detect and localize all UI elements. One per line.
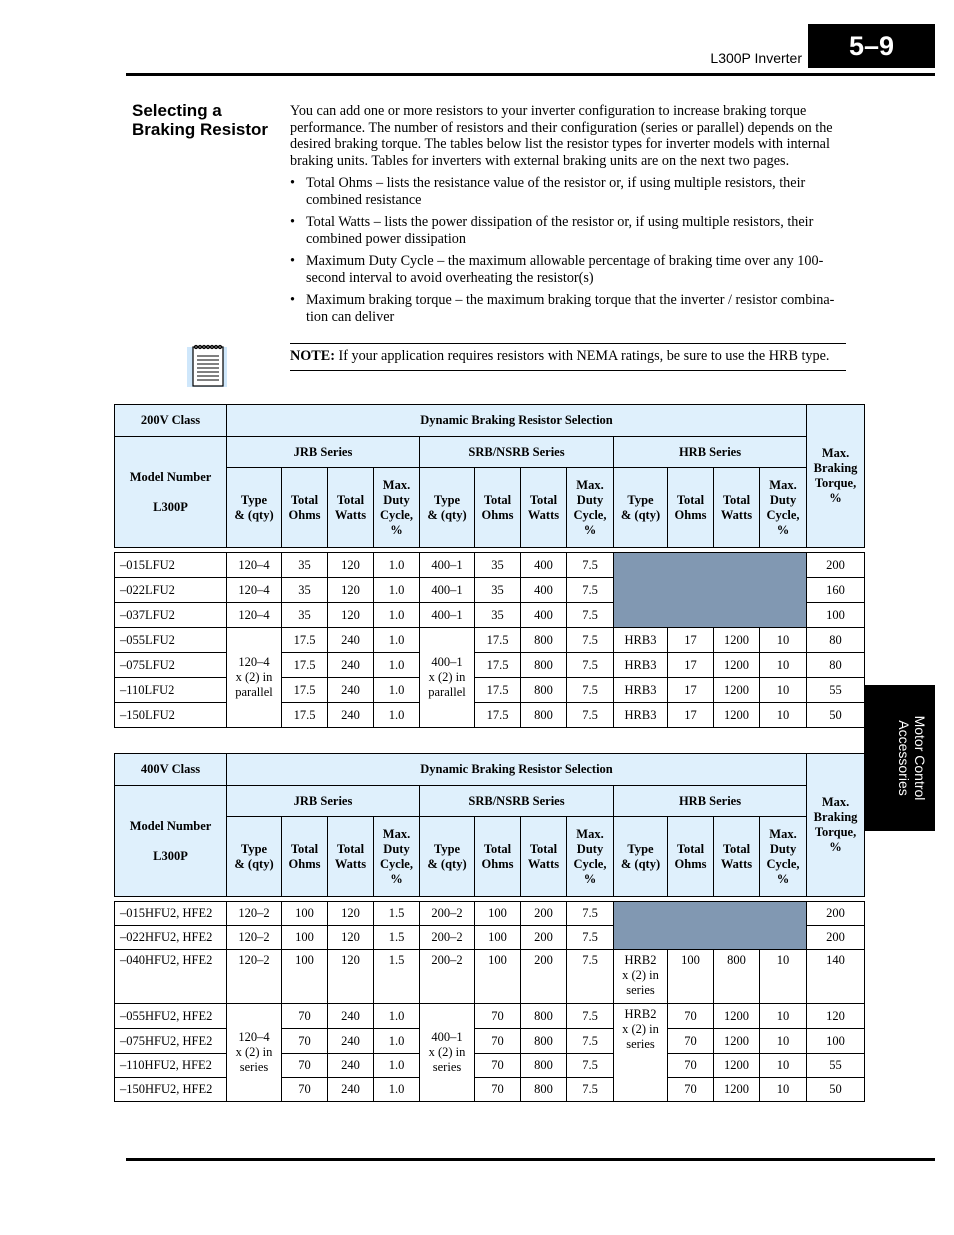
section-heading-line-1: Selecting a — [132, 101, 222, 120]
cell: 800 — [714, 950, 760, 1004]
cell: 1200 — [714, 703, 760, 728]
cell: 7.5 — [567, 926, 614, 950]
cell: 1.0 — [374, 678, 420, 703]
model-cell: –150HFU2, HFE2 — [115, 1078, 227, 1102]
cell: 70 — [475, 1004, 521, 1029]
type-qty-header: Type & (qty) — [227, 817, 282, 897]
cell: 10 — [760, 653, 807, 678]
cell: HRB3 — [614, 703, 668, 728]
model-cell: –150LFU2 — [115, 703, 227, 728]
model-cell: –015LFU2 — [115, 553, 227, 578]
cell: 400 — [521, 553, 567, 578]
cell: 800 — [521, 1029, 567, 1054]
cell: 17 — [668, 628, 714, 653]
cell: 240 — [328, 1078, 374, 1102]
class-label: 200V Class — [115, 405, 227, 437]
definition-list — [290, 175, 850, 325]
cell: 1.0 — [374, 1078, 420, 1102]
cell: 7.5 — [567, 653, 614, 678]
max-duty-cycle-header: Max. Duty Cycle, % — [760, 817, 807, 897]
cell: 1200 — [714, 1078, 760, 1102]
chapter-side-tab — [864, 685, 935, 831]
cell: 200 — [521, 902, 567, 926]
cell: 1.5 — [374, 950, 420, 1004]
total-watts-header: Total Watts — [328, 468, 374, 548]
cell: 120–2 — [227, 902, 282, 926]
cell: 17.5 — [282, 678, 328, 703]
cell: 17.5 — [475, 678, 521, 703]
hrb-type-cell: HRB2 x (2) in series — [614, 950, 668, 1004]
cell: 1.0 — [374, 653, 420, 678]
bullet-total-watts: • Total Watts – lists the power dissipation of the resistor or, if using multiple resistors, their combined power dissipation — [290, 214, 850, 247]
model-cell: –055LFU2 — [115, 628, 227, 653]
cell: 50 — [807, 703, 865, 728]
cell: 80 — [807, 653, 865, 678]
table-200v-class — [114, 404, 865, 728]
bullet-max-duty-cycle: • Maximum Duty Cycle – the maximum allowable percentage of braking time over any 100-second interval to avoid overheating the resistor(s) — [290, 253, 850, 286]
cell: 17.5 — [475, 703, 521, 728]
model-cell: –022HFU2, HFE2 — [115, 926, 227, 950]
model-number-header: Model Number L300P — [115, 786, 227, 897]
cell: 400–1 — [420, 553, 475, 578]
section-heading — [132, 101, 282, 139]
page-number: 5–9 — [808, 24, 935, 68]
hrb-series-header: HRB Series — [614, 437, 807, 468]
cell: 1.0 — [374, 703, 420, 728]
cell: 70 — [475, 1078, 521, 1102]
cell: 35 — [475, 553, 521, 578]
cell: 100 — [807, 1029, 865, 1054]
header-rule — [126, 73, 935, 76]
cell: 70 — [282, 1029, 328, 1054]
cell: 240 — [328, 1054, 374, 1078]
table-row — [115, 553, 865, 578]
cell: 120 — [328, 603, 374, 628]
cell: 400 — [521, 578, 567, 603]
cell: 1200 — [714, 653, 760, 678]
note-box — [290, 343, 846, 371]
cell: 1.0 — [374, 1054, 420, 1078]
table-400v-class — [114, 753, 865, 1102]
cell: 10 — [760, 628, 807, 653]
model-cell: –015HFU2, HFE2 — [115, 902, 227, 926]
cell: 120 — [328, 926, 374, 950]
max-braking-torque-header: Max. Braking Torque, % — [807, 405, 865, 548]
cell: 55 — [807, 1054, 865, 1078]
cell: 35 — [475, 578, 521, 603]
cell: 400–1 — [420, 578, 475, 603]
cell: 1.5 — [374, 926, 420, 950]
cell: 1.5 — [374, 902, 420, 926]
cell: 800 — [521, 678, 567, 703]
cell: 70 — [668, 1004, 714, 1029]
cell: 240 — [328, 1029, 374, 1054]
cell: 100 — [475, 950, 521, 1004]
cell: 17 — [668, 703, 714, 728]
cell: 240 — [328, 703, 374, 728]
cell: HRB3 — [614, 678, 668, 703]
class-label: 400V Class — [115, 754, 227, 786]
cell: 7.5 — [567, 703, 614, 728]
cell: 70 — [282, 1078, 328, 1102]
cell: 17.5 — [282, 703, 328, 728]
cell: 800 — [521, 653, 567, 678]
section-heading-line-2: Braking Resistor — [132, 120, 269, 139]
hrb-group-cell: HRB2 x (2) in series — [614, 1004, 668, 1102]
cell: 1.0 — [374, 603, 420, 628]
table-row — [115, 902, 865, 926]
cell: 17.5 — [282, 653, 328, 678]
total-watts-header: Total Watts — [521, 817, 567, 897]
total-ohms-header: Total Ohms — [475, 468, 521, 548]
table-row — [115, 950, 865, 1004]
cell: 200 — [807, 902, 865, 926]
notepad-icon — [184, 343, 230, 389]
cell: 240 — [328, 678, 374, 703]
cell: 1200 — [714, 1054, 760, 1078]
side-tab-line-1: Motor Control — [912, 715, 928, 801]
cell: 10 — [760, 1004, 807, 1029]
cell: 200 — [807, 926, 865, 950]
cell: 1.0 — [374, 553, 420, 578]
total-ohms-header: Total Ohms — [668, 817, 714, 897]
cell: 120 — [328, 553, 374, 578]
cell: 400 — [521, 603, 567, 628]
cell: 100 — [282, 926, 328, 950]
cell: 7.5 — [567, 603, 614, 628]
max-braking-torque-header: Max. Braking Torque, % — [807, 754, 865, 897]
side-tab-label — [896, 685, 928, 831]
jrb-group-cell: 120–4 x (2) in parallel — [227, 628, 282, 728]
cell: 120–4 — [227, 578, 282, 603]
cell: 100 — [282, 902, 328, 926]
total-ohms-header: Total Ohms — [475, 817, 521, 897]
cell: 55 — [807, 678, 865, 703]
table-row — [115, 628, 865, 653]
cell: 17.5 — [475, 628, 521, 653]
model-cell: –055HFU2, HFE2 — [115, 1004, 227, 1029]
model-cell: –040HFU2, HFE2 — [115, 950, 227, 1004]
max-duty-cycle-header: Max. Duty Cycle, % — [567, 468, 614, 548]
cell: 10 — [760, 1054, 807, 1078]
cell: 120 — [328, 578, 374, 603]
side-tab-line-2: Accessories — [896, 720, 912, 796]
jrb-series-header: JRB Series — [227, 786, 420, 817]
cell: 1200 — [714, 1029, 760, 1054]
cell: 50 — [807, 1078, 865, 1102]
total-watts-header: Total Watts — [714, 468, 760, 548]
srb-group-cell: 400–1 x (2) in series — [420, 1004, 475, 1102]
bullet-max-braking-torque: • Maximum braking torque – the maximum braking torque that the inverter / resistor combina-tion can deliver — [290, 292, 850, 325]
cell: 240 — [328, 628, 374, 653]
cell: 17 — [668, 678, 714, 703]
table-title: Dynamic Braking Resistor Selection — [227, 754, 807, 786]
cell: 120–2 — [227, 926, 282, 950]
cell: 1200 — [714, 1004, 760, 1029]
cell: 10 — [760, 678, 807, 703]
cell: HRB3 — [614, 628, 668, 653]
note-text: If your application requires resistors with NEMA ratings, be sure to use the HRB type. — [334, 348, 830, 364]
cell: 7.5 — [567, 1029, 614, 1054]
cell: 10 — [760, 1078, 807, 1102]
type-qty-header: Type & (qty) — [227, 468, 282, 548]
cell: 240 — [328, 653, 374, 678]
cell: 120–4 — [227, 553, 282, 578]
jrb-group-cell: 120–4 x (2) in series — [227, 1004, 282, 1102]
cell: 7.5 — [567, 678, 614, 703]
cell: 35 — [475, 603, 521, 628]
cell: 70 — [668, 1029, 714, 1054]
cell: 800 — [521, 628, 567, 653]
cell: 120 — [328, 902, 374, 926]
intro-body — [290, 103, 850, 331]
cell: 120 — [328, 950, 374, 1004]
cell: 10 — [760, 950, 807, 1004]
cell: 200 — [521, 926, 567, 950]
max-duty-cycle-header: Max. Duty Cycle, % — [760, 468, 807, 548]
cell: 1200 — [714, 628, 760, 653]
type-qty-header: Type & (qty) — [420, 468, 475, 548]
cell: 800 — [521, 1078, 567, 1102]
cell: 70 — [668, 1078, 714, 1102]
type-qty-header: Type & (qty) — [420, 817, 475, 897]
cell: 70 — [668, 1054, 714, 1078]
not-applicable-block — [614, 902, 807, 950]
jrb-series-header: JRB Series — [227, 437, 420, 468]
cell: 100 — [475, 926, 521, 950]
cell: 1.0 — [374, 628, 420, 653]
cell: 35 — [282, 553, 328, 578]
intro-paragraph: You can add one or more resistors to your inverter configuration to increase braking torque performance. The number of resistors and their configuration (series or parallel) depends on the desired braking torque. The tables below list the resistor types for inverter models with internal braking units. Tables for inverters with external braking units are on the next two pages. — [290, 103, 833, 169]
model-number-header: Model Number L300P — [115, 437, 227, 548]
cell: 7.5 — [567, 553, 614, 578]
cell: 800 — [521, 1004, 567, 1029]
cell: 120–4 — [227, 603, 282, 628]
cell: 100 — [668, 950, 714, 1004]
cell: 70 — [475, 1029, 521, 1054]
hrb-series-header: HRB Series — [614, 786, 807, 817]
cell: 800 — [521, 703, 567, 728]
cell: 140 — [807, 950, 865, 1004]
cell: 1.0 — [374, 578, 420, 603]
note-label: NOTE: — [290, 348, 335, 364]
cell: 17 — [668, 653, 714, 678]
total-ohms-header: Total Ohms — [282, 817, 328, 897]
cell: 240 — [328, 1004, 374, 1029]
cell: 400–1 — [420, 603, 475, 628]
model-cell: –075HFU2, HFE2 — [115, 1029, 227, 1054]
total-ohms-header: Total Ohms — [282, 468, 328, 548]
model-cell: –022LFU2 — [115, 578, 227, 603]
table-row — [115, 1004, 865, 1029]
cell: 7.5 — [567, 1054, 614, 1078]
cell: 80 — [807, 628, 865, 653]
cell: 7.5 — [567, 578, 614, 603]
cell: 70 — [282, 1004, 328, 1029]
cell: 100 — [282, 950, 328, 1004]
cell: 120 — [807, 1004, 865, 1029]
cell: 800 — [521, 1054, 567, 1078]
footer-rule — [126, 1158, 935, 1161]
cell: 100 — [807, 603, 865, 628]
cell: 1200 — [714, 678, 760, 703]
cell: 17.5 — [282, 628, 328, 653]
model-cell: –037LFU2 — [115, 603, 227, 628]
cell: 120–2 — [227, 950, 282, 1004]
not-applicable-block — [614, 553, 807, 628]
total-watts-header: Total Watts — [714, 817, 760, 897]
bullet-total-ohms: • Total Ohms – lists the resistance value of the resistor or, if using multiple resistors, their combined resistance — [290, 175, 850, 208]
cell: 200 — [807, 553, 865, 578]
cell: 200–2 — [420, 926, 475, 950]
model-cell: –110LFU2 — [115, 678, 227, 703]
cell: 100 — [475, 902, 521, 926]
max-duty-cycle-header: Max. Duty Cycle, % — [374, 817, 420, 897]
max-duty-cycle-header: Max. Duty Cycle, % — [374, 468, 420, 548]
cell: 1.0 — [374, 1004, 420, 1029]
cell: 1.0 — [374, 1029, 420, 1054]
cell: 200–2 — [420, 950, 475, 1004]
table-title: Dynamic Braking Resistor Selection — [227, 405, 807, 437]
type-qty-header: Type & (qty) — [614, 468, 668, 548]
cell: 10 — [760, 1029, 807, 1054]
running-header-title: L300P Inverter — [710, 50, 802, 66]
total-ohms-header: Total Ohms — [668, 468, 714, 548]
type-qty-header: Type & (qty) — [614, 817, 668, 897]
cell: 160 — [807, 578, 865, 603]
cell: 70 — [282, 1054, 328, 1078]
srb-group-cell: 400–1 x (2) in parallel — [420, 628, 475, 728]
cell: 200–2 — [420, 902, 475, 926]
cell: 7.5 — [567, 902, 614, 926]
model-cell: –110HFU2, HFE2 — [115, 1054, 227, 1078]
cell: 10 — [760, 703, 807, 728]
total-watts-header: Total Watts — [328, 817, 374, 897]
cell: 7.5 — [567, 1004, 614, 1029]
cell: 35 — [282, 603, 328, 628]
cell: 70 — [475, 1054, 521, 1078]
cell: 35 — [282, 578, 328, 603]
cell: 7.5 — [567, 1078, 614, 1102]
total-watts-header: Total Watts — [521, 468, 567, 548]
model-cell: –075LFU2 — [115, 653, 227, 678]
max-duty-cycle-header: Max. Duty Cycle, % — [567, 817, 614, 897]
srb-series-header: SRB/NSRB Series — [420, 437, 614, 468]
cell: HRB3 — [614, 653, 668, 678]
cell: 7.5 — [567, 628, 614, 653]
cell: 17.5 — [475, 653, 521, 678]
srb-series-header: SRB/NSRB Series — [420, 786, 614, 817]
cell: 200 — [521, 950, 567, 1004]
cell: 7.5 — [567, 950, 614, 1004]
